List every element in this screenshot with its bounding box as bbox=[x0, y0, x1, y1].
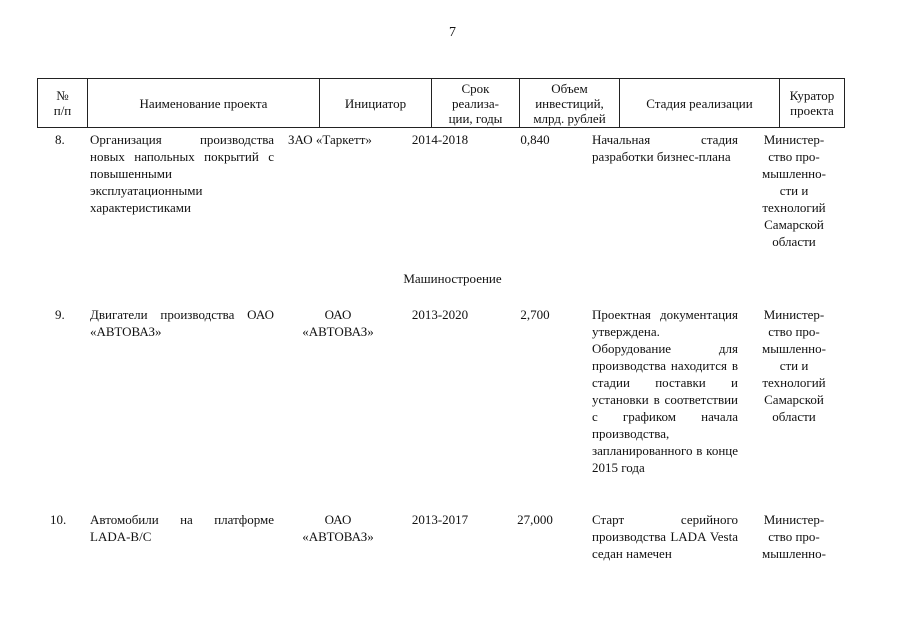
project-name: Организация производства новых напольных покрытий с повышенными эксплуатационными характеристиками bbox=[90, 132, 274, 215]
project-period: 2013-2020 bbox=[411, 307, 469, 322]
project-curator: Министер- ство про- мышленно- bbox=[762, 512, 826, 561]
page-number: 7 bbox=[449, 25, 456, 40]
header-volume: Объем инвестиций, млрд. рублей bbox=[520, 79, 620, 127]
project-stage: Старт серийного производства LADA Vesta седан намечен bbox=[592, 512, 738, 561]
project-curator: Министер- ство про- мышленно- сти и технологий Самарской области bbox=[762, 307, 826, 424]
project-stage: Проектная документация утверждена. Оборудование для производства находится в стадии поставки и установки в соответствии с графиком начала производства, запланированного в конце 2015 года bbox=[592, 307, 738, 475]
row-number: 9. bbox=[55, 307, 65, 322]
row-number: 10. bbox=[50, 512, 67, 527]
project-period: 2013-2017 bbox=[411, 512, 469, 527]
row-number: 8. bbox=[55, 132, 65, 147]
project-volume: 0,840 bbox=[520, 132, 550, 147]
header-curator: Куратор проекта bbox=[789, 88, 835, 118]
project-initiator: ОАО «АВТОВАЗ» bbox=[302, 512, 374, 544]
table-header bbox=[37, 78, 845, 128]
section-title: Машиностроение bbox=[403, 271, 502, 286]
header-period: Срок реализа- ции, годы bbox=[432, 79, 520, 127]
project-initiator: ЗАО «Таркетт» bbox=[288, 132, 372, 147]
project-period: 2014-2018 bbox=[411, 132, 469, 147]
project-name: Двигатели производства ОАО «АВТОВАЗ» bbox=[90, 307, 274, 339]
project-stage: Начальная стадия разработки бизнес-плана bbox=[592, 132, 738, 164]
header-initiator: Инициатор bbox=[320, 79, 432, 127]
project-name: Автомобили на платформе LADA-B/C bbox=[90, 512, 274, 544]
project-volume: 2,700 bbox=[520, 307, 550, 322]
project-curator: Министер- ство про- мышленно- сти и технологий Самарской области bbox=[762, 132, 826, 249]
header-num: № п/п bbox=[38, 79, 88, 127]
project-initiator: ОАО «АВТОВАЗ» bbox=[302, 307, 374, 339]
project-volume: 27,000 bbox=[517, 512, 553, 527]
header-name: Наименование проекта bbox=[88, 79, 320, 127]
header-stage: Стадия реализации bbox=[620, 79, 780, 127]
